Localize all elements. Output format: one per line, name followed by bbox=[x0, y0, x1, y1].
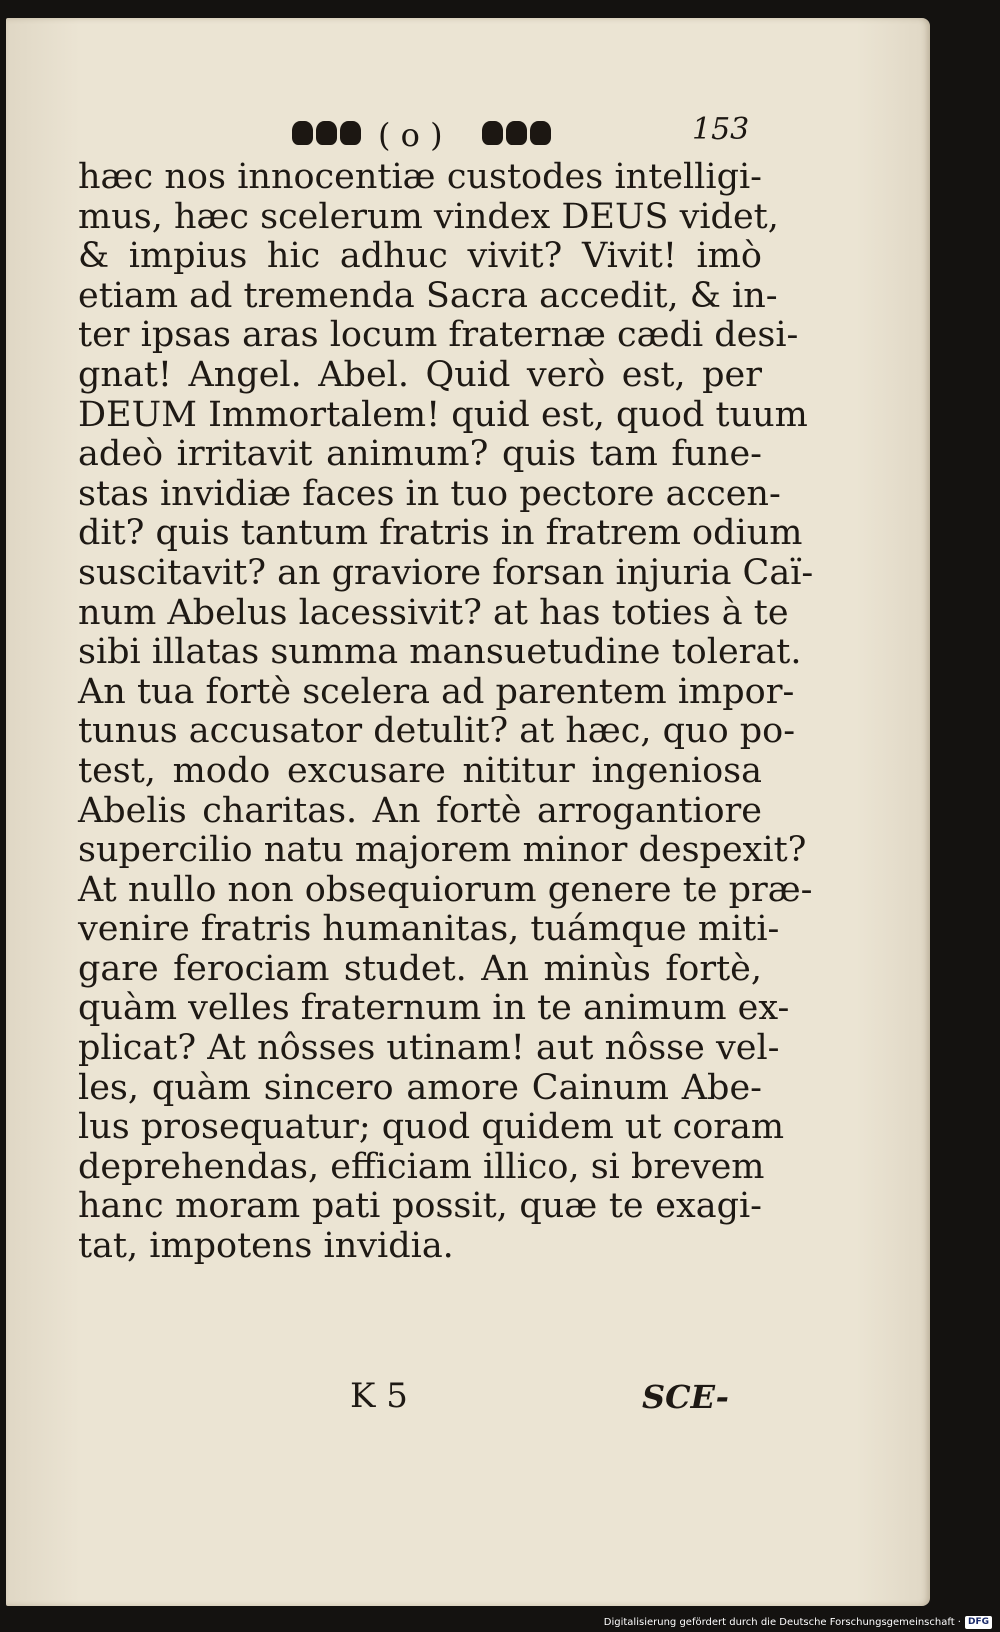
page-footer bbox=[6, 1376, 930, 1426]
text-line: dit? quis tantum fratris in fratrem odium bbox=[78, 513, 803, 554]
header-parenthesis: ( o ) bbox=[378, 116, 443, 154]
text-line: adeò irritavit animum? quis tam fune- bbox=[78, 434, 762, 475]
text-line: num Abelus lacessivit? at has toties à te bbox=[78, 592, 789, 633]
text-line: gare ferociam studet. An minùs fortè, bbox=[78, 948, 762, 989]
text-line: stas invidiæ faces in tuo pectore accen- bbox=[78, 473, 781, 514]
text-line: DEUM Immortalem! quid est, quod tuum bbox=[78, 394, 808, 435]
signature-mark: K 5 bbox=[350, 1376, 408, 1416]
text-line: & impius hic adhuc vivit? Vivit! imò bbox=[78, 236, 762, 277]
text-line: sibi illatas summa mansuetudine tolerat. bbox=[78, 632, 802, 673]
text-line: lus prosequatur; quod quidem ut coram bbox=[78, 1107, 785, 1148]
left-ornament-icon bbox=[292, 118, 366, 148]
text-line: An tua fortè scelera ad parentem impor- bbox=[78, 671, 795, 712]
text-line: tunus accusator detulit? at hæc, quo po- bbox=[78, 711, 796, 752]
text-line: etiam ad tremenda Sacra accedit, & in- bbox=[78, 275, 778, 316]
page-number: 153 bbox=[692, 112, 750, 147]
text-line: test, modo excusare nititur ingeniosa bbox=[78, 750, 762, 791]
book-page bbox=[6, 18, 930, 1606]
text-line: supercilio natu majorem minor despexit? bbox=[78, 830, 807, 871]
text-line: hanc moram pati possit, quæ te exagi- bbox=[78, 1186, 762, 1227]
text-line: les, quàm sincero amore Cainum Abe- bbox=[78, 1067, 762, 1108]
text-line: suscitavit? an graviore forsan injuria Caï- bbox=[78, 552, 814, 593]
dfg-logo-icon: DFG bbox=[965, 1616, 992, 1629]
running-header bbox=[292, 104, 782, 160]
text-line: gnat! Angel. Abel. Quid verò est, per bbox=[78, 354, 762, 395]
text-line: mus, hæc scelerum vindex DEUS videt, bbox=[78, 196, 779, 237]
text-line: deprehendas, efficiam illico, si brevem bbox=[78, 1146, 765, 1187]
body-text bbox=[78, 157, 814, 1267]
credit-text: Digitalisierung gefördert durch die Deutsche Forschungsgemeinschaft · bbox=[603, 1616, 961, 1628]
text-line: quàm velles fraternum in te animum ex- bbox=[78, 988, 790, 1029]
text-line: venire fratris humanitas, tuámque miti- bbox=[78, 909, 780, 950]
digitization-credit bbox=[604, 1614, 992, 1630]
catchword: SCE- bbox=[642, 1378, 729, 1416]
text-line: plicat? At nôsses utinam! aut nôsse vel- bbox=[78, 1028, 780, 1069]
text-line: ter ipsas aras locum fraternæ cædi desi- bbox=[78, 315, 799, 356]
text-line: At nullo non obsequiorum genere te præ- bbox=[78, 869, 813, 910]
text-line: Abelis charitas. An fortè arrogantiore bbox=[78, 790, 762, 831]
text-line: hæc nos innocentiæ custodes intelligi- bbox=[78, 157, 762, 197]
text-line: tat, impotens invidia. bbox=[78, 1226, 454, 1267]
right-ornament-icon bbox=[482, 118, 556, 148]
